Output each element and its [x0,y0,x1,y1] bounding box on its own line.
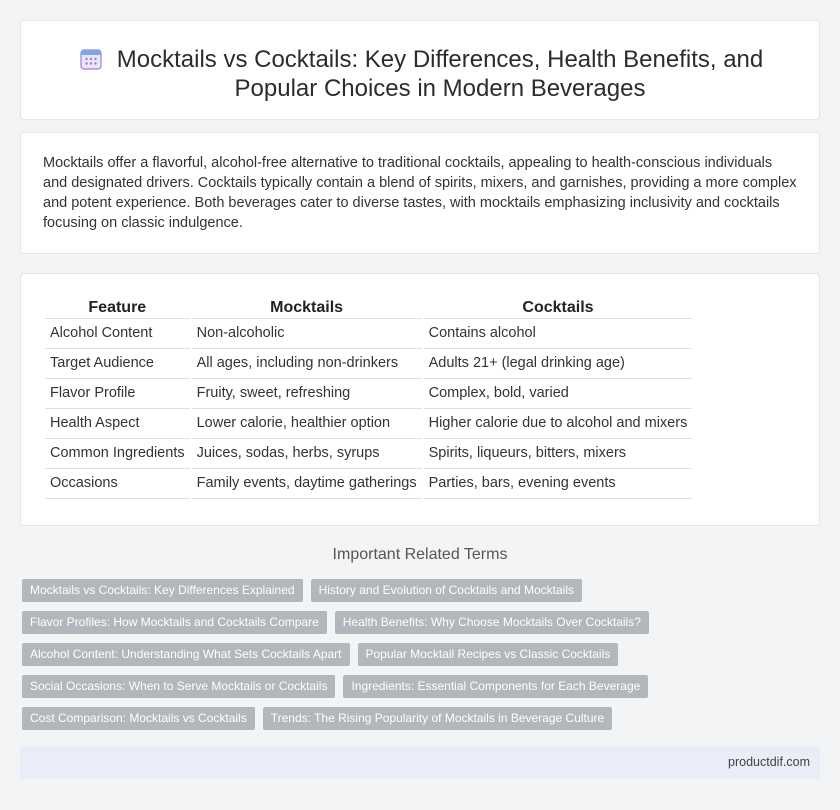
header-card [20,20,820,120]
related-term-link[interactable]: Alcohol Content: Understanding What Sets Cocktails Apart [22,643,350,666]
table-row [45,439,692,469]
table-cell: Flavor Profile [45,379,190,409]
comparison-table-card [20,273,820,526]
table-cell: Non-alcoholic [192,319,422,349]
table-header-row [45,296,692,319]
table-cell: Health Aspect [45,409,190,439]
related-term-link[interactable]: Social Occasions: When to Serve Mocktails or Cocktails [22,675,335,698]
table-row [45,469,692,499]
intro-card [20,132,820,254]
calendar-icon [79,47,103,71]
table-cell: All ages, including non-drinkers [192,349,422,379]
table-row [45,379,692,409]
related-terms-list [22,579,822,730]
table-cell: Parties, bars, evening events [424,469,693,499]
table-cell: Contains alcohol [424,319,693,349]
related-term-link[interactable]: Popular Mocktail Recipes vs Classic Cocktails [358,643,619,666]
related-terms-heading: Important Related Terms [332,546,508,563]
table-cell: Spirits, liqueurs, bitters, mixers [424,439,693,469]
related-term-link[interactable]: Trends: The Rising Popularity of Mocktails in Beverage Culture [263,707,613,730]
page-title: Mocktails vs Cocktails: Key Differences, Health Benefits, and Popular Choices in Modern Beverages [116,46,764,102]
related-term-link[interactable]: History and Evolution of Cocktails and Mocktails [311,579,582,602]
table-cell: Fruity, sweet, refreshing [192,379,422,409]
column-header-cocktails: Cocktails [424,296,693,319]
comparison-table [43,296,694,499]
table-cell: Juices, sodas, herbs, syrups [192,439,422,469]
table-row [45,319,692,349]
table-row [45,409,692,439]
table-cell: Complex, bold, varied [424,379,693,409]
intro-paragraph: Mocktails offer a flavorful, alcohol-free alternative to traditional cocktails, appealing to health-conscious individuals and designated drivers. Cocktails typically contain a blend of spirits, mixers, and garnishes, providing a more complex and potent experience. Both beverages cater to diverse tastes, with mocktails emphasizing inclusivity and cocktails focusing on classic indulgence. [43,155,797,231]
related-term-link[interactable]: Health Benefits: Why Choose Mocktails Over Cocktails? [335,611,649,634]
related-term-link[interactable]: Ingredients: Essential Components for Each Beverage [343,675,648,698]
table-cell: Target Audience [45,349,190,379]
table-cell: Alcohol Content [45,319,190,349]
related-term-link[interactable]: Mocktails vs Cocktails: Key Differences Explained [22,579,303,602]
column-header-feature: Feature [45,296,190,319]
table-cell: Occasions [45,469,190,499]
table-cell: Higher calorie due to alcohol and mixers [424,409,693,439]
column-header-mocktails: Mocktails [192,296,422,319]
footer-site-link[interactable]: productdif.com [728,755,810,769]
table-cell: Adults 21+ (legal drinking age) [424,349,693,379]
table-row [45,349,692,379]
table-cell: Family events, daytime gatherings [192,469,422,499]
related-term-link[interactable]: Flavor Profiles: How Mocktails and Cocktails Compare [22,611,327,634]
table-cell: Lower calorie, healthier option [192,409,422,439]
related-term-link[interactable]: Cost Comparison: Mocktails vs Cocktails [22,707,255,730]
footer [20,746,820,779]
table-cell: Common Ingredients [45,439,190,469]
